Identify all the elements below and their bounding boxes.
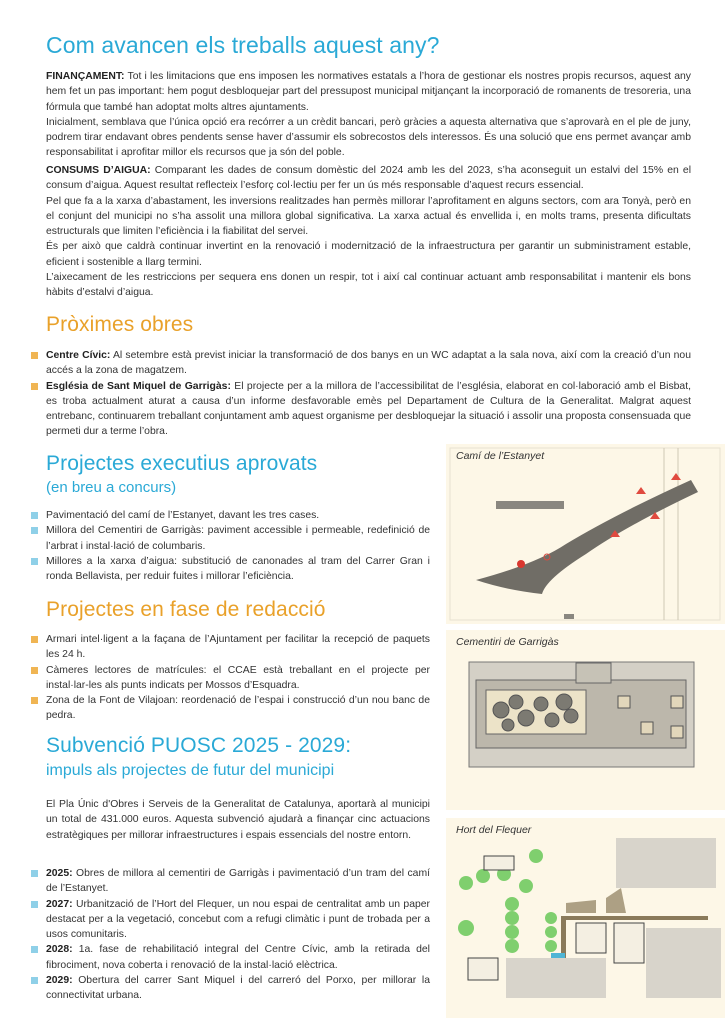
figure-caption: Hort del Flequer: [456, 824, 532, 836]
square-bullet-icon: [31, 352, 38, 359]
garden-plan-drawing: [446, 818, 725, 1018]
item-text: Obres de millora al cementiri de Garrigàs i pavimentació d’un tram del camí de l’Estanyet.: [46, 868, 430, 895]
list-item: [30, 523, 430, 554]
item-text: Càmeres lectores de matrícules: el CCAE està treballant en el projecte per instal·lar-les als punts indicats per Mossos d’Esquadra.: [46, 664, 430, 691]
section-title-progress: Com avancen els treballs aquest any?: [46, 32, 440, 58]
square-bullet-icon: [31, 870, 38, 877]
section-subtitle-puosc: impuls als projectes de futur del municipi: [46, 762, 335, 779]
list-item: [30, 663, 430, 694]
square-bullet-icon: [31, 636, 38, 643]
square-bullet-icon: [31, 946, 38, 953]
water-paragraph: [46, 163, 691, 301]
square-bullet-icon: [31, 977, 38, 984]
list-item: [30, 942, 430, 973]
square-bullet-icon: [31, 512, 38, 519]
item-text: Al setembre està previst iniciar la transformació de dos banys en un WC adaptat a la sala nova, així com la creació d’un nou accés a la zona de magatzem.: [46, 350, 691, 377]
section-title-puosc: Subvenció PUOSC 2025 - 2029:: [46, 734, 352, 757]
list-item: [30, 508, 430, 523]
list-item: [30, 973, 430, 1004]
puosc-list: [30, 866, 430, 1004]
financing-text-2: Inicialment, semblava que l’única opció era recórrer a un crèdit bancari, però gràcies a aquesta alternativa que s’aprovarà en el ple de juny, podrem tirar endavant obres pendents sense haver d’assumir els sobrecostos dels interessos. És una solució que ens permet avançar amb responsabilitat i aprofitar millor els recursos que ja són del poble.: [46, 116, 691, 159]
approved-list: [30, 508, 430, 584]
water-text: Comparant les dades de consum domèstic del 2024 amb les del 2023, s’ha aconseguit un estalvi del 15% en el consum d’aigua. Aquest resultat reflecteix l’esforç col·lectiu per fer un ús més responsable d’aquest recurs essencial.: [46, 165, 692, 192]
list-item: [30, 897, 430, 943]
item-label: 2027:: [46, 898, 73, 910]
item-text: Obertura del carrer Sant Miquel i del carreró del Porxo, per millorar la connectivitat urbana.: [46, 975, 430, 1002]
figure-hort-flequer: [446, 818, 725, 1018]
financing-label: FINANÇAMENT:: [46, 71, 125, 82]
item-label: Església de Sant Miquel de Garrigàs:: [46, 380, 231, 392]
financing-paragraph: [46, 69, 691, 161]
square-bullet-icon: [31, 527, 38, 534]
square-bullet-icon: [31, 558, 38, 565]
water-text-4: L’aixecament de les restriccions per sequera ens donen un respir, tot i així cal continuar actuant amb responsabilitat i mantenir els bons hàbits d’estalvi d’aigua.: [46, 272, 691, 299]
road-plan-drawing: [446, 444, 725, 624]
figure-caption: Cementiri de Garrigàs: [456, 636, 559, 648]
item-text: Armari intel·ligent a la façana de l’Ajuntament per facilitar la recepció de paquets les 24 h.: [46, 634, 430, 661]
item-label: 2029:: [46, 975, 73, 987]
item-text: El projecte per a la millora de l’accessibilitat de l’església, elaborat en col·laboració amb el Bisbat, es troba actualment aturat a causa d’un informe desfavorable emès pel Departament de Cultura de la Generalitat. Malgrat aquest entrebanc, continuarem treballant conjuntament amb aquest organisme per desbloquejar la situació i assolir una proposta consensuada que permeti dur a terme l’obra.: [46, 380, 691, 438]
list-item: [30, 554, 430, 585]
figure-cami-estanyet: [446, 444, 725, 624]
figure-cementiri: [446, 630, 725, 810]
square-bullet-icon: [31, 383, 38, 390]
item-text: 1a. fase de rehabilitació integral del Centre Cívic, amb la retirada del fibrociment, nova coberta i renovació de la instal·lació elèctrica.: [46, 944, 430, 971]
cemetery-plan-drawing: [446, 630, 725, 810]
list-item: [30, 348, 691, 379]
list-item: [30, 693, 430, 724]
square-bullet-icon: [31, 901, 38, 908]
upcoming-list: [30, 348, 691, 440]
list-item: [30, 632, 430, 663]
item-label: Centre Cívic:: [46, 350, 111, 361]
list-item: [30, 379, 691, 440]
section-title-upcoming: Pròximes obres: [46, 313, 194, 336]
section-subtitle-approved: (en breu a concurs): [46, 479, 177, 496]
item-text: Pavimentació del camí de l’Estanyet, davant les tres cases.: [46, 510, 320, 521]
square-bullet-icon: [31, 697, 38, 704]
item-label: 2025:: [46, 868, 73, 879]
figure-caption: Camí de l’Estanyet: [456, 450, 545, 462]
item-label: 2028:: [46, 944, 73, 956]
drafting-list: [30, 632, 430, 724]
section-title-approved: Projectes executius aprovats: [46, 452, 318, 475]
water-text-3: És per això que caldrà continuar invertint en la renovació i modernització de la infraestructura per garantir un subministrament estable, eficient i sostenible a llarg termini.: [46, 241, 691, 268]
water-text-2: Pel que fa a la xarxa d’abastament, les inversions realitzades han permès millorar l’aprofitament en alguns sectors, com ara Tonyà, però en el conjunt del municipi no s’ha assolit una millora global significativa. La xarxa actual és envellida i, en molts trams, presenta dificultats estructurals que limiten l’eficiència i la fiabilitat del servei.: [46, 195, 691, 238]
section-title-drafting: Projectes en fase de redacció: [46, 598, 326, 621]
puosc-intro: El Pla Únic d'Obres i Serveis de la Generalitat de Catalunya, aportarà al municipi un total de 431.000 euros. Aquesta subvenció ajudarà a finançar cinc actuacions estratègiques per millorar infraestructures i espais essencials del nostre entorn.: [46, 799, 430, 841]
square-bullet-icon: [31, 667, 38, 674]
list-item: [30, 866, 430, 897]
item-text: Zona de la Font de Vilajoan: reordenació de l’espai i construcció d’un nou banc de pedra.: [46, 695, 430, 722]
financing-text: Tot i les limitacions que ens imposen les normatives estatals a l’hora de gestionar els nostres propis recursos, aquest any hem fet un pas important: hem pogut desbloquejar part del pressupost municipal mitjançant la incorporació de romanents de tresoreria, una fórmula que també han adoptat molts altres ajuntaments.: [46, 71, 691, 113]
item-text: Urbanització de l’Hort del Flequer, un nou espai de centralitat amb un paper destacat per a la vegetació, concebut com a refugi climàtic i punt de trobada per a usos comunitaris.: [46, 898, 430, 941]
item-text: Millores a la xarxa d’aigua: substitució de canonades al tram del Carrer Gran i ronda Bellavista, per reduir fuites i millorar l’eficiència.: [46, 555, 430, 583]
item-text: Millora del Cementiri de Garrigàs: paviment accessible i permeable, redefinició de l’arbrat i instal·lació de columbaris.: [46, 525, 430, 552]
water-label: CONSUMS D’AIGUA:: [46, 165, 151, 176]
